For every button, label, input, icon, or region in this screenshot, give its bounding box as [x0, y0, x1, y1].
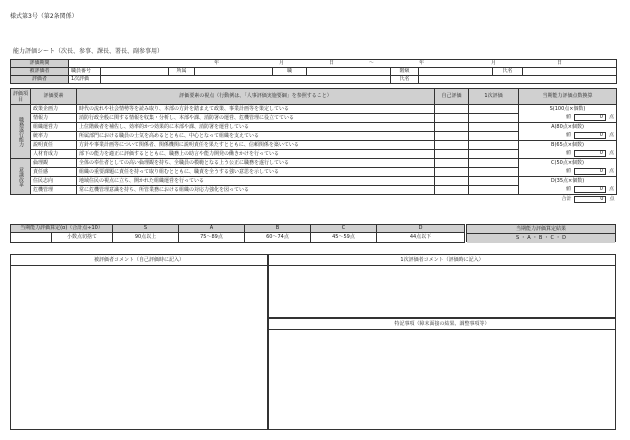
element-label: 統率力	[31, 132, 77, 141]
calc-value[interactable]	[11, 233, 113, 243]
result-options[interactable]: S ・ A ・ B ・ C ・ D	[467, 234, 615, 243]
col-convert: 当期能力評価点数換算	[519, 89, 617, 105]
convert-points: 値 0 点	[519, 186, 617, 195]
calc-label: 当期能力評価算定(α)（合計点÷10）	[11, 225, 113, 233]
viewpoint-text: 部下の能力を適正に評価するとともに、職務上の助言や能力開発の働きかけを行っている	[77, 150, 435, 159]
range-d: 44点以下	[377, 233, 465, 243]
range-s: 90点以上	[113, 233, 179, 243]
element-label: 住民志向	[31, 177, 77, 186]
element-label: 責任感	[31, 168, 77, 177]
range-a: 75～89点	[179, 233, 245, 243]
result-label: 当期能力評価算定結果	[467, 225, 615, 234]
range-c: 45～59点	[311, 233, 377, 243]
range-b: 60～74点	[245, 233, 311, 243]
rating-table	[10, 224, 465, 243]
grade-d: D	[377, 225, 465, 233]
info-table	[10, 59, 617, 84]
element-label: 説明責任	[31, 141, 77, 150]
first-eval-label: 1次評価	[69, 76, 101, 84]
self-score[interactable]	[435, 186, 469, 195]
sheet-title: 能力評価シート（次長、参事、課長、署長、副参事用）	[13, 48, 164, 55]
grade-b: B	[245, 225, 311, 233]
viewpoint-text: 所属部門における職員の士気を高めるとともに、中心となって組織を支えている	[77, 132, 435, 141]
viewpoint-text: 常に危機管理意識を持ち、所管業務における組織の対応力強化を図っている	[77, 186, 435, 195]
element-label: 危機管理	[31, 186, 77, 195]
convert-label: S(100点×個数)	[519, 105, 617, 114]
viewpoint-text: 組織の重要課題に責任を持って取り組むとともに、職責を全うする強い意思を示している	[77, 168, 435, 177]
col-viewpoint: 評価要素の視点（行動例は、「人事評価実施要綱」を参照すること）	[77, 89, 435, 105]
staff-no-field[interactable]	[101, 68, 169, 76]
self-score[interactable]	[435, 168, 469, 177]
self-score[interactable]	[435, 114, 469, 123]
year2: 年	[419, 60, 425, 66]
element-label: 政策企画力	[31, 105, 77, 114]
first-score[interactable]	[469, 168, 519, 177]
convert-points: 値 0 点	[519, 150, 617, 159]
convert-label: B(65点×個数)	[519, 141, 617, 150]
col-element: 評価要素	[31, 89, 77, 105]
col-first: 1次評価	[469, 89, 519, 105]
element-label: 組織運営力	[31, 123, 77, 132]
element-label: 倫理観	[31, 159, 77, 168]
first-score[interactable]	[469, 186, 519, 195]
period-label: 評価期間	[11, 60, 69, 68]
viewpoint-text: 方針や事業計画等について関係者、関係機関に説明責任を果たすとともに、信頼関係を築いている	[77, 141, 435, 150]
viewpoint-text: 全体の奉仕者としての高い倫理観を持ち、全職員の模範となる上う公正に職務を遂行している	[77, 159, 435, 168]
self-score[interactable]	[435, 105, 469, 114]
period-values	[69, 60, 617, 68]
viewpoint-text: 上位階級者を補佐し、効率的かつ効果的に本部や課、消防署を運営している	[77, 123, 435, 132]
self-score[interactable]	[435, 177, 469, 186]
first-comment-title: 1次評価者コメント（評価時に記入）	[269, 255, 615, 266]
evaluator-name-field[interactable]	[419, 76, 617, 84]
first-score[interactable]	[469, 150, 519, 159]
viewpoint-text: 時代の流れや社会情勢等を読み取り、本部の方針を踏まえて政策、事業計画等を策定している	[77, 105, 435, 114]
convert-points: 値 0 点	[519, 132, 617, 141]
first-eval-field[interactable]	[101, 76, 391, 84]
evaluation-table	[10, 88, 617, 205]
element-label: 人材育成力	[31, 150, 77, 159]
convert-points: 値 0 点	[519, 168, 617, 177]
self-score[interactable]	[435, 123, 469, 132]
rank-label: 階級	[391, 68, 419, 76]
dept-label: 所属	[169, 68, 195, 76]
convert-points: 値 0 点	[519, 114, 617, 123]
grade-c: C	[311, 225, 377, 233]
first-comment-box[interactable]	[268, 254, 616, 318]
day2: 日	[557, 60, 563, 66]
first-score[interactable]	[469, 123, 519, 132]
position-field[interactable]	[307, 68, 391, 76]
viewpoint-text: 消防行政全般に関する情報を収集・分析し、本部や課、消防署の運営、危機管理に役立てている	[77, 114, 435, 123]
convert-label: D(35点×個数)	[519, 177, 617, 186]
first-score[interactable]	[469, 132, 519, 141]
self-score[interactable]	[435, 159, 469, 168]
dept-field[interactable]	[195, 68, 273, 76]
month1: 月	[279, 60, 285, 66]
staff-no-label: 職員番号	[69, 68, 101, 76]
self-comment-title: 被評価者コメント（自己評価時に記入）	[11, 255, 267, 266]
evaluator-name-label: 氏名	[391, 76, 419, 84]
name-field[interactable]	[523, 68, 617, 76]
element-label: 情報力	[31, 114, 77, 123]
self-score[interactable]	[435, 132, 469, 141]
position-label: 職	[273, 68, 307, 76]
col-item: 評価項目	[11, 89, 31, 105]
self-score[interactable]	[435, 150, 469, 159]
evaluator-label: 評価者	[11, 76, 69, 84]
grade-a: A	[179, 225, 245, 233]
first-score[interactable]	[469, 141, 519, 150]
notes-box[interactable]	[268, 318, 616, 430]
form-number: 様式第3号（第2条関係）	[10, 13, 78, 20]
group-awareness: 意識改革	[11, 159, 31, 195]
month2: 月	[491, 60, 497, 66]
round-label: 小数点切捨て	[66, 234, 97, 240]
first-score[interactable]	[469, 105, 519, 114]
evaluatee-label: 被評価者	[11, 68, 69, 76]
name-label: 氏名	[493, 68, 523, 76]
total-points: 合計 0 点	[561, 196, 615, 203]
viewpoint-text: 地域住民の視点に立ち、開かれた組織運営を行っている	[77, 177, 435, 186]
self-score[interactable]	[435, 141, 469, 150]
first-score[interactable]	[469, 159, 519, 168]
result-box	[466, 224, 616, 242]
rank-field[interactable]	[419, 68, 493, 76]
year1: 年	[214, 60, 220, 66]
col-self: 自己評価	[435, 89, 469, 105]
self-comment-box[interactable]	[10, 254, 268, 430]
convert-label: C(50点×個数)	[519, 159, 617, 168]
first-score[interactable]	[469, 114, 519, 123]
first-score[interactable]	[469, 177, 519, 186]
grade-s: S	[113, 225, 179, 233]
day1: 日	[329, 60, 335, 66]
tilde: ～	[369, 60, 375, 66]
group-ability: 職務遂行能力	[11, 105, 31, 159]
convert-label: A(80点×個数)	[519, 123, 617, 132]
notes-title: 特記事項（障末面接の結果、調整事項等）	[269, 319, 615, 330]
